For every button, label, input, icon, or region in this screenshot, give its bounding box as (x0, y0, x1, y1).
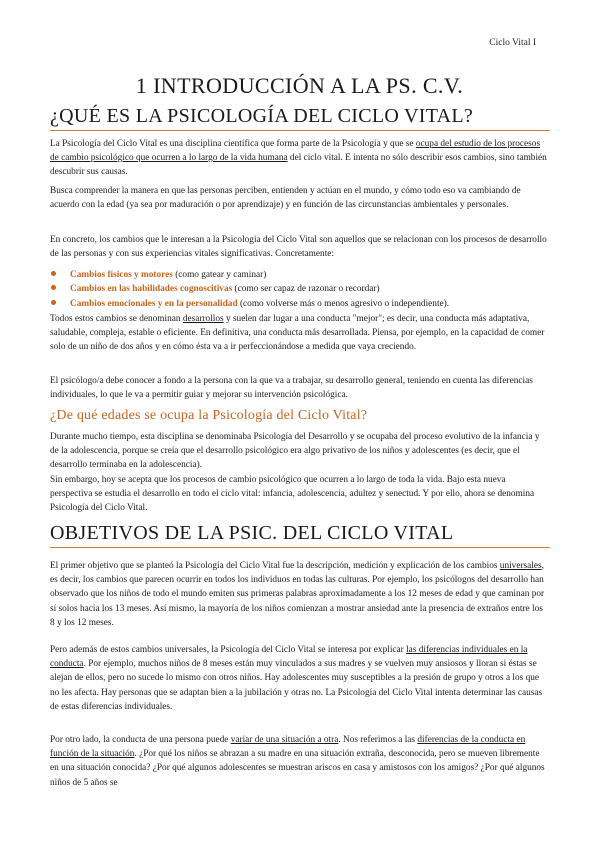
paragraph-psychologist: El psicólogo/a debe conocer a fondo a la persona con la que va a trabajar, su desarrollo general, teniendo en cuenta las diferencias individuales, lo que le va a permitir guiar y mejorar su intervención psicológica. (50, 376, 533, 401)
bullet-label: Cambios físicos y motores (70, 270, 173, 280)
section-heading-que-es: ¿QUÉ ES LA PSICOLOGÍA DEL CICLO VITAL? (50, 105, 550, 131)
bullet-item-cognitive (50, 282, 548, 296)
paragraph-definition (50, 137, 548, 180)
text-run: . Nos referimos a las (338, 735, 418, 745)
underlined-phrase: las diferencias individuales en la conducta (50, 645, 528, 670)
bullet-icon (50, 298, 58, 306)
bullet-text: (como volverse más o menos agresivo o independiente). (237, 299, 450, 309)
paragraph-history: Durante mucho tiempo, esta disciplina se denominaba Psicología del Desarrollo y se ocupaba del proceso evolutivo de la infancia y de la adolescencia, porque se creía que el desarrollo psicológico era algo privativo de los niños y adolescentes (es decir, que el desarrollo terminaba en la adolescencia). (50, 432, 540, 471)
underlined-phrase: ocupa del estudio de los procesos de cambio psicológico que ocurren a lo largo de la vida humana (50, 139, 541, 164)
paragraph-comprehension: Busca comprender la manera en que las personas perciben, entienden y actúan en el mundo, y cómo todo eso va cambiando de acuerdo con la edad (ya sea por maduración o por aprendizaje) y en función de las circunstancias ambientales y personales. (50, 186, 521, 211)
underlined-phrase: diferencias de la conducta en función de la situación (50, 735, 526, 760)
text-run: y suelen dar lugar a una conducta "mejor"; es decir, una conducta más adaptativa, saludable, compleja, estable o eficiente. En definitiva, una conducta más desarrollada. Piensa, por ejemplo, en la capacidad de comer solo de un niño de dos años y en cómo ésta va a ir perfeccionándose a medida que vaya creciendo. (50, 314, 545, 353)
text-run: El primer objetivo que se planteó la Psicología del Ciclo Vital fue la descripción, medición y explicación de los cambios (50, 561, 500, 571)
underlined-phrase: desarrollos (182, 314, 224, 324)
running-header: Ciclo Vital I (489, 38, 536, 48)
paragraph-concretely: En concreto, los cambios que le interesan a la Psicología del Ciclo Vital son aquellos que se relacionan con los procesos de desarrollo de las personas y con sus experiencias vitales significativas. Concretamente: (50, 235, 547, 260)
paragraph-individual-differences (50, 643, 548, 714)
text-run: Todos estos cambios se denominan (50, 314, 183, 324)
bullet-icon (50, 283, 58, 291)
bullet-item-emotional (50, 297, 548, 311)
text-run: Pero además de estos cambios universales, la Psicología del Ciclo Vital se interesa por explicar (50, 645, 407, 655)
text-run: , es decir, los cambios que parecen ocurrir en todos los individuos en todas las culturas. Por ejemplo, los psicólogos del desarrollo han observado que los niños de todo el mundo emiten sus primeras palabras aproximadamente a los 12 meses de edad y que caminan por sí solos hacia los 13 meses. Así mismo, la mayoría de los niños comienzan a mostrar ansiedad ante la presencia de extraños entre los 8 y los 12 meses. (50, 561, 545, 628)
underlined-phrase: variar de una situación a otra (230, 735, 339, 745)
text-run: La Psicología del Ciclo Vital es una disciplina científica que forma parte de la Psicología y que se (50, 139, 416, 149)
text-run: . Por ejemplo, muchos niños de 8 meses están muy vinculados a sus madres y se vuelven muy ansiosos y lloran si éstas se alejan de ellos, pero no sucede lo mismo con otros niños. Hay adolescentes muy susceptibles a la presión de grupo y otros a los que no les afecta. Hay personas que se adaptan bien a la jubilación y otras no. La Psicología del Ciclo Vital intenta determinar las causas de estas diferencias individuales. (50, 659, 543, 712)
section-heading-objetivos: OBJETIVOS DE LA PSIC. DEL CICLO VITAL (50, 522, 550, 548)
bullet-text: (como gatear y caminar) (172, 270, 267, 280)
section-heading-edades: ¿De qué edades se ocupa la Psicología del Ciclo Vital? (50, 408, 368, 423)
text-run: del ciclo vital. E intenta no sólo describir esos cambios, sino también descubrir sus causas. (50, 153, 547, 178)
paragraph-universal-changes (50, 559, 548, 630)
bullet-item-physical (50, 268, 548, 282)
text-run: Por otro lado, la conducta de una persona puede (50, 735, 231, 745)
paragraph-situational-differences (50, 733, 548, 790)
bullet-label: Cambios emocionales y en la personalidad (70, 299, 238, 309)
document-title: 1 INTRODUCCIÓN A LA PS. C.V. (135, 73, 464, 98)
bullet-text: (como ser capaz de razonar o recordar) (232, 284, 380, 294)
bullet-label: Cambios en las habilidades cognoscitivas (70, 284, 233, 294)
text-run: . ¿Por qué los niños se abrazan a su madre en una situación extraña, desconocida, pero se mueven libremente en una situación conocida? ¿Por qué algunos adolescentes se muestran ariscos en casa y amistosos con los amigos? ¿Por qué algunos niños de 5 años se (50, 749, 545, 788)
paragraph-new-perspective: Sin embargo, hoy se acepta que los procesos de cambio psicológico que ocurren a lo largo de toda la vida. Bajo esta nueva perspectiva se estudia el desarrollo en todo el ciclo vital: infancia, adolescencia, adultez y senectud. Y por ello, ahora se denomina Psicología del Ciclo Vital. (50, 475, 535, 514)
bullet-icon (50, 269, 58, 277)
underlined-phrase: universales (499, 561, 542, 571)
paragraph-developments (50, 312, 548, 355)
